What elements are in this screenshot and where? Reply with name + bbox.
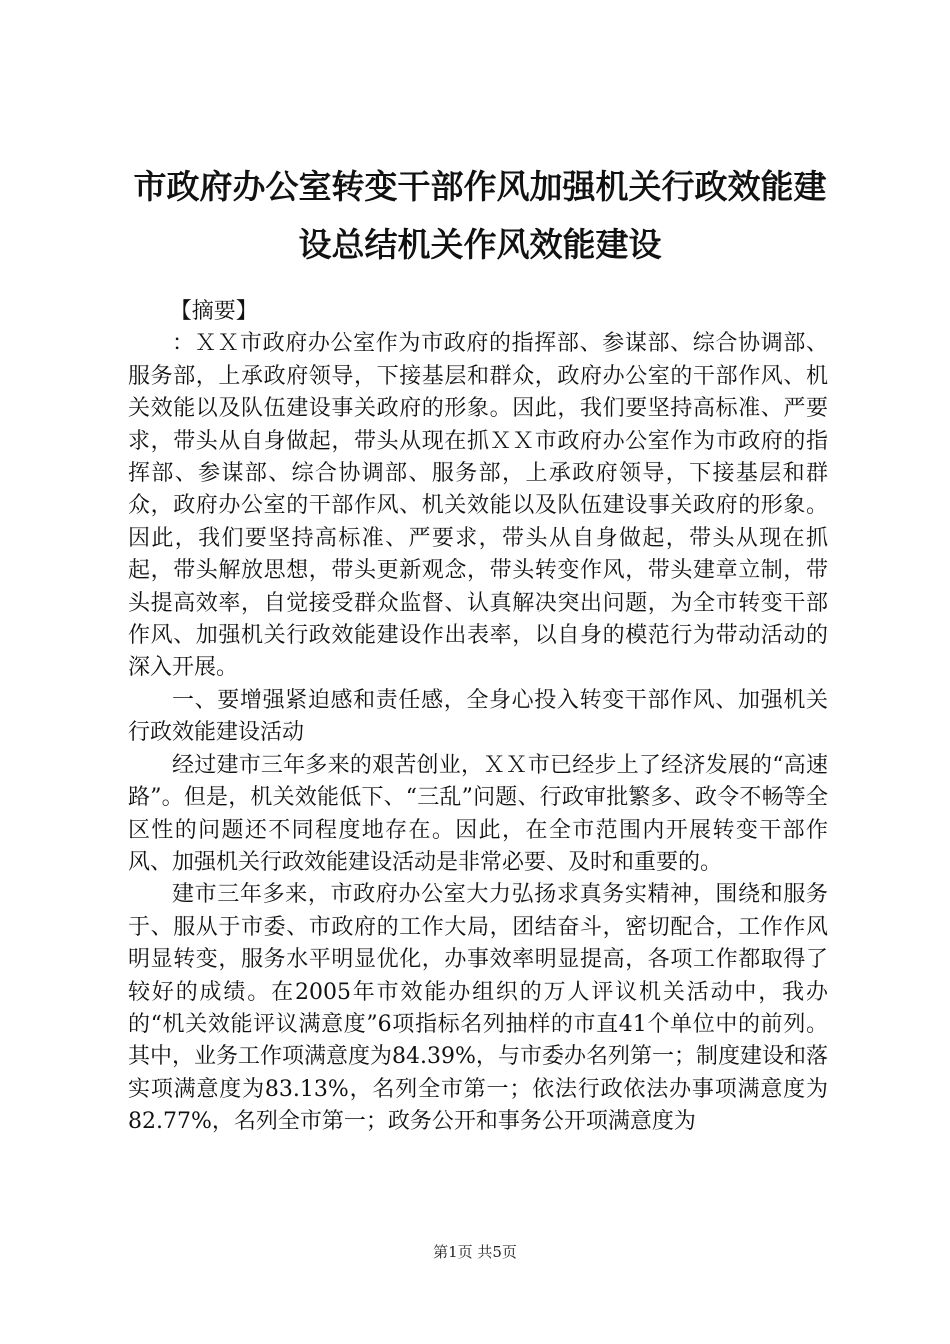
document-title: 市政府办公室转变干部作风加强机关行政效能建设总结机关作风效能建设 xyxy=(133,167,827,264)
paragraph-3: 建市三年多来，市政府办公室大力弘扬求真务实精神，围绕和服务于、服从于市委、市政府的工作大局，团结奋斗，密切配合，工作作风明显转变，服务水平明显优化，办事效率明显提高，各项工作都取得了较好的成绩。在2005年市效能办组织的万人评议机关活动中，我办的“机关效能评议满意度”6项指标名列抽样的市直41个单位中的前列。其中，业务工作项满意度为84.39%，与市委办名列第一；制度建设和落实项满意度为83.13%，名列全市第一；依法行政依法办事项满意度为82.77%，名列全市第一；政务公开和事务公开项满意度为 xyxy=(128,882,828,1135)
page-footer: 第1页 共5页 xyxy=(433,1243,517,1261)
document-body xyxy=(128,296,828,1139)
abstract-label: 【摘要】 xyxy=(169,299,258,324)
paragraph-abstract: ：ＸＸ市政府办公室作为市政府的指挥部、参谋部、综合协调部、服务部，上承政府领导，下接基层和群众，政府办公室的干部作风、机关效能以及队伍建设事关政府的形象。因此，我们要坚持高标准、严要求，带头从自身做起，带头从现在抓ＸＸ市政府办公室作为市政府的指挥部、参谋部、综合协调部、服务部，上承政府领导，下接基层和群众，政府办公室的干部作风、机关效能以及队伍建设事关政府的形象。因此，我们要坚持高标准、严要求，带头从自身做起，带头从现在抓起，带头解放思想，带头更新观念，带头转变作风，带头建章立制，带头提高效率，自觉接受群众监督、认真解决突出问题，为全市转变干部作风、加强机关行政效能建设作出表率，以自身的模范行为带动活动的深入开展。 xyxy=(128,331,828,681)
section-heading-1: 一、要增强紧迫感和责任感，全身心投入转变干部作风、加强机关行政效能建设活动 xyxy=(128,687,828,746)
paragraph-2: 经过建市三年多来的艰苦创业，ＸＸ市已经步上了经济发展的“高速路”。但是，机关效能低下、“三乱”问题、行政审批繁多、政令不畅等全区性的问题还不同程度地存在。因此，在全市范围内开展转变干部作风、加强机关行政效能建设活动是非常必要、及时和重要的。 xyxy=(128,752,828,875)
